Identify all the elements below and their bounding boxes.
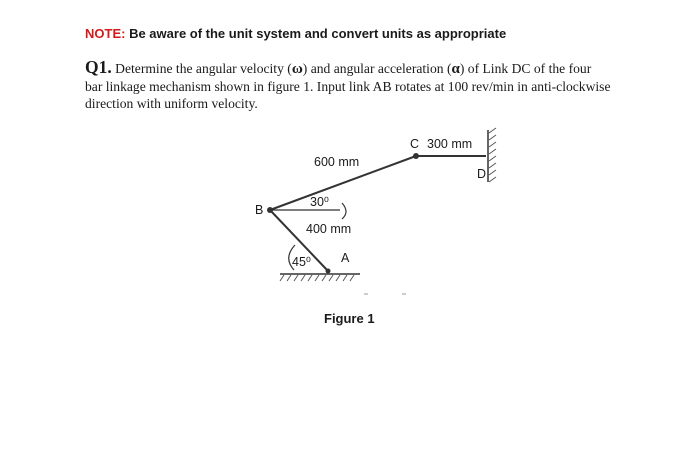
question-text-part3: ) of Link DC of the four bbox=[459, 61, 592, 76]
question-text-part1: Determine the angular velocity ( bbox=[115, 61, 292, 76]
label-a: A bbox=[341, 251, 350, 265]
link-ab-length: 400 mm bbox=[306, 222, 352, 236]
joint-a bbox=[326, 269, 331, 274]
label-c: C bbox=[410, 137, 420, 151]
question-number: Q1. bbox=[85, 57, 112, 77]
question-line-3: direction with uniform velocity. bbox=[85, 96, 258, 111]
label-b: B bbox=[255, 203, 264, 217]
ground-hatch-a bbox=[280, 275, 354, 281]
note-text: Be aware of the unit system and convert units as appropriate bbox=[129, 26, 507, 41]
label-d: D bbox=[477, 167, 487, 181]
angle-arc-b bbox=[342, 203, 346, 219]
omega-symbol: ω bbox=[291, 61, 303, 77]
figure-caption: Figure 1 bbox=[324, 311, 375, 326]
question-line-2: bar linkage mechanism shown in figure 1. Input link AB rotates at 100 rev/min in anti-clockwise bbox=[85, 79, 611, 94]
alpha-symbol: α bbox=[451, 61, 460, 77]
joint-c bbox=[413, 153, 419, 159]
link-dc-length: 300 mm bbox=[427, 137, 473, 151]
ground-hatch-d bbox=[489, 128, 496, 182]
question-text-part2: ) and angular acceleration ( bbox=[302, 61, 452, 76]
angle-b-value: 30⁰ bbox=[310, 195, 329, 209]
joint-b bbox=[267, 207, 273, 213]
link-bc-length: 600 mm bbox=[314, 155, 360, 169]
angle-a-value: 45⁰ bbox=[292, 255, 311, 269]
note-label: NOTE: bbox=[85, 26, 126, 41]
